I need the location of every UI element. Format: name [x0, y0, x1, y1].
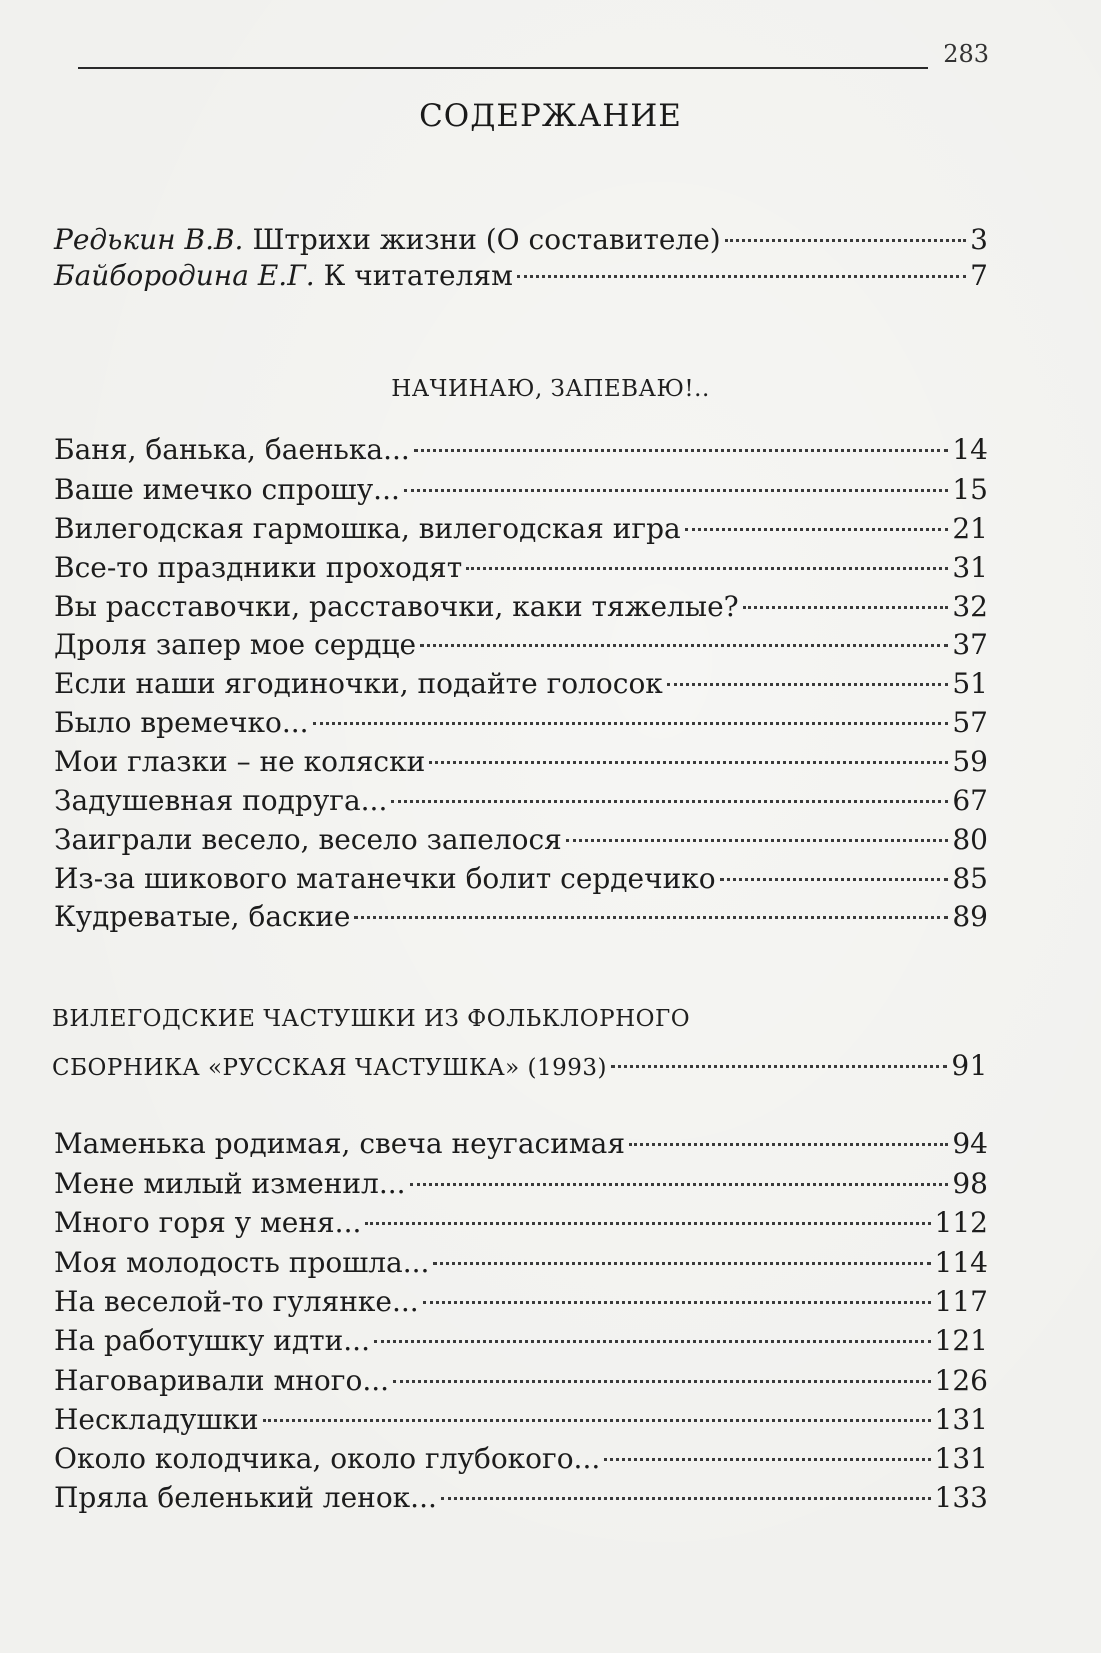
dot-leader: [420, 644, 948, 647]
entry-page: 94: [952, 1127, 988, 1160]
dot-leader: [313, 722, 949, 725]
entry-page: 117: [934, 1285, 988, 1318]
toc-entry[interactable]: [54, 861, 988, 899]
dot-leader: [517, 275, 966, 278]
dot-leader: [414, 449, 949, 452]
entry-title: Задушевная подруга...: [54, 784, 388, 817]
dot-leader: [433, 1262, 930, 1265]
entry-page: 57: [952, 706, 988, 739]
entry-title: Нескладушки: [54, 1403, 259, 1436]
dot-leader: [429, 761, 948, 764]
entry-page: 37: [952, 628, 988, 661]
entry-title: Дроля запер мое сердце: [54, 628, 417, 661]
dot-leader: [604, 1458, 930, 1461]
entry-title: Около колодчика, около глубокого...: [54, 1442, 601, 1475]
entry-title: Вы расставочки, расставочки, каки тяжелые?: [54, 590, 739, 623]
group-heading-line2: СБОРНИКА «РУССКАЯ ЧАСТУШКА» (1993): [52, 1055, 608, 1081]
entry-page: 31: [952, 551, 988, 584]
entry-title: Кудреватые, баские: [54, 900, 351, 933]
entry-title: Пряла беленький ленок...: [54, 1481, 437, 1514]
dot-leader: [685, 528, 949, 531]
entry-page: 98: [952, 1167, 988, 1200]
entry-page: 131: [934, 1442, 988, 1475]
toc-entry[interactable]: [54, 472, 988, 510]
entry-title: Мои глазки – не коляски: [54, 745, 426, 778]
entry-title: Из-за шикового матанечки болит сердечико: [54, 862, 716, 895]
dot-leader: [374, 1340, 931, 1343]
dot-leader: [611, 1065, 947, 1068]
toc-entry[interactable]: [54, 1480, 988, 1518]
dot-leader: [466, 567, 948, 570]
toc-entry[interactable]: [54, 222, 988, 260]
entry-page: 32: [952, 590, 988, 623]
toc-entry[interactable]: [54, 1205, 988, 1243]
entry-page: 89: [952, 900, 988, 933]
header-rule: [78, 67, 928, 69]
toc-entry[interactable]: [54, 899, 988, 937]
entry-title: Все-то праздники проходят: [54, 551, 463, 584]
dot-leader: [629, 1143, 948, 1146]
section-heading: НАЧИНАЮ, ЗАПЕВАЮ!..: [391, 376, 710, 402]
entry-page: 80: [952, 823, 988, 856]
entry-page: 15: [952, 473, 988, 506]
page-title: СОДЕРЖАНИЕ: [419, 98, 682, 134]
toc-entry[interactable]: [54, 1363, 988, 1401]
toc-entry[interactable]: [54, 666, 988, 704]
dot-leader: [365, 1222, 930, 1225]
dot-leader: [404, 489, 948, 492]
page-number: 283: [943, 40, 989, 68]
dot-leader: [410, 1183, 949, 1186]
dot-leader: [354, 916, 948, 919]
entry-title: Вилегодская гармошка, вилегодская игра: [54, 512, 681, 545]
entry-title: Ваше имечко спрошу...: [54, 473, 400, 506]
entry-title: К читателям: [323, 259, 513, 292]
entry-page: 85: [952, 862, 988, 895]
entry-page: 114: [934, 1246, 988, 1279]
toc-entry[interactable]: [54, 1402, 988, 1440]
dot-leader: [441, 1497, 931, 1500]
entry-author: Редькин В.В.: [54, 223, 244, 256]
dot-leader: [720, 878, 949, 881]
toc-entry[interactable]: [54, 1245, 988, 1283]
dot-leader: [566, 839, 949, 842]
entry-title: На работушку идти...: [54, 1324, 370, 1357]
toc-entry[interactable]: [54, 432, 988, 470]
dot-leader: [743, 606, 949, 609]
entry-page: 131: [934, 1403, 988, 1436]
entry-title: Наговаривали много...: [54, 1364, 390, 1397]
entry-title: Маменька родимая, свеча неугасимая: [54, 1127, 626, 1160]
entry-page: 21: [952, 512, 988, 545]
entry-author: Байбородина Е.Г.: [54, 259, 315, 292]
toc-entry[interactable]: [54, 1441, 988, 1479]
toc-entry[interactable]: [54, 550, 988, 588]
toc-entry[interactable]: [52, 1048, 988, 1086]
dot-leader: [725, 239, 966, 242]
dot-leader: [667, 683, 949, 686]
toc-entry[interactable]: [54, 627, 988, 665]
entry-page: 51: [952, 667, 988, 700]
toc-entry[interactable]: [54, 1323, 988, 1361]
toc-entry[interactable]: [54, 511, 988, 549]
toc-entry[interactable]: [54, 705, 988, 743]
toc-entry[interactable]: [54, 258, 988, 296]
entry-title: Мене милый изменил...: [54, 1167, 406, 1200]
toc-entry[interactable]: [54, 1284, 988, 1322]
entry-page: 126: [934, 1364, 988, 1397]
entry-title: Моя молодость прошла...: [54, 1246, 430, 1279]
toc-entry[interactable]: [54, 1166, 988, 1204]
entry-title: На веселой-то гулянке...: [54, 1285, 419, 1318]
entry-page: 3: [970, 223, 988, 256]
toc-entry[interactable]: [54, 1126, 988, 1164]
entry-title: Если наши ягодиночки, подайте голосок: [54, 667, 663, 700]
entry-title: Было времечко...: [54, 706, 309, 739]
entry-page: 7: [970, 259, 988, 292]
dot-leader: [423, 1301, 931, 1304]
entry-title: Заиграли весело, весело запелося: [54, 823, 562, 856]
entry-page: 14: [952, 433, 988, 466]
dot-leader: [263, 1419, 931, 1422]
entry-title: Много горя у меня...: [54, 1206, 362, 1239]
entry-page: 121: [934, 1324, 988, 1357]
entry-page: 112: [934, 1206, 988, 1239]
dot-leader: [391, 800, 948, 803]
entry-page: 67: [952, 784, 988, 817]
toc-entry[interactable]: [54, 589, 988, 627]
entry-title: Штрихи жизни (О составителе): [252, 223, 721, 256]
group-heading: ВИЛЕГОДСКИЕ ЧАСТУШКИ ИЗ ФОЛЬКЛОРНОГО: [52, 1006, 691, 1032]
toc-entry[interactable]: [54, 744, 988, 782]
entry-page: 59: [952, 745, 988, 778]
dot-leader: [393, 1380, 931, 1383]
toc-entry[interactable]: [54, 822, 988, 860]
toc-entry[interactable]: [54, 783, 988, 821]
entry-page: 133: [934, 1481, 988, 1514]
entry-title: Баня, банька, баенька...: [54, 433, 410, 466]
entry-page: 91: [951, 1049, 988, 1082]
